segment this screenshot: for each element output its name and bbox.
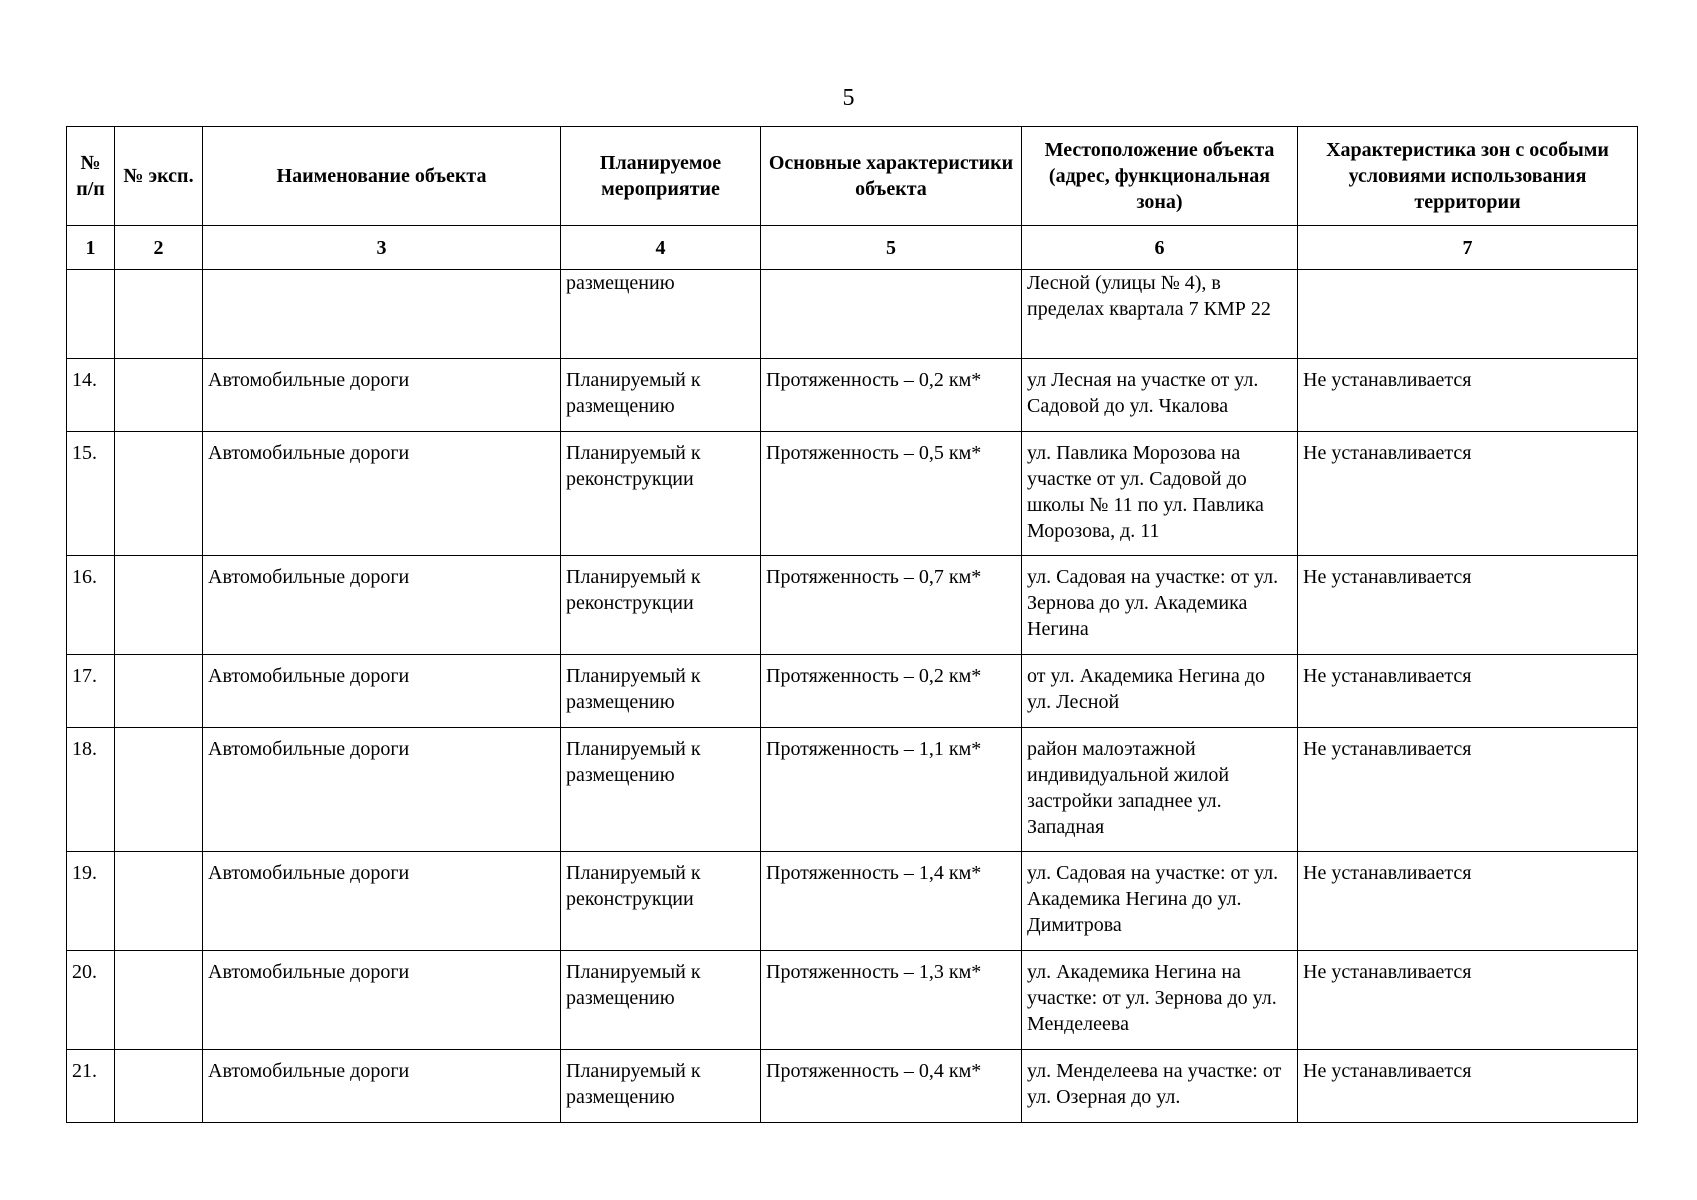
table-cell: ул. Садовая на участке: от ул. Зернова до ул. Академика Негина [1022,556,1298,655]
table-cell: 18. [67,728,115,852]
table-cell: Автомобильные дороги [203,728,561,852]
table-cell: Протяженность – 1,3 км* [761,951,1022,1050]
header-cell: № эксп. [115,127,203,226]
table-cell [115,951,203,1050]
table-cell: 20. [67,951,115,1050]
table-cell [115,359,203,432]
table-cell: Планируемый к реконструкции [561,432,761,556]
table-cell: 21. [67,1050,115,1123]
column-number-cell: 2 [115,226,203,270]
table-cell [115,270,203,359]
table-cell: Автомобильные дороги [203,951,561,1050]
column-number-cell: 5 [761,226,1022,270]
table-cell: Протяженность – 1,4 км* [761,852,1022,951]
table-row [67,359,1638,432]
table-row [67,852,1638,951]
header-cell: Основные характеристики объекта [761,127,1022,226]
table-cell: Планируемый к размещению [561,1050,761,1123]
table-cell: Планируемый к размещению [561,655,761,728]
table-cell: Планируемый к размещению [561,728,761,852]
table-cell: Протяженность – 0,2 км* [761,655,1022,728]
table-cell: Планируемый к реконструкции [561,852,761,951]
table-cell: Автомобильные дороги [203,1050,561,1123]
table-cell [115,852,203,951]
header-row [67,127,1638,226]
table-cell: 15. [67,432,115,556]
header-cell: Характеристика зон с особыми условиями использования территории [1298,127,1638,226]
table-cell: Протяженность – 0,2 км* [761,359,1022,432]
table-cell: Не устанавливается [1298,359,1638,432]
table-cell [115,432,203,556]
table-cell: Не устанавливается [1298,852,1638,951]
table-cell: Лесной (улицы № 4), в пределах квартала 7 КМР 22 [1022,270,1298,359]
table-cell: Не устанавливается [1298,432,1638,556]
table-cell: Автомобильные дороги [203,655,561,728]
table-cell: Планируемый к размещению [561,359,761,432]
table-cell [115,1050,203,1123]
table-cell: Планируемый к размещению [561,951,761,1050]
table-cell: ул Лесная на участке от ул. Садовой до ул. Чкалова [1022,359,1298,432]
table-cell [115,556,203,655]
table-cell: 17. [67,655,115,728]
table-cell [1298,270,1638,359]
table-cell: ул. Академика Негина на участке: от ул. Зернова до ул. Менделеева [1022,951,1298,1050]
header-cell: Местоположение объекта (адрес, функциональная зона) [1022,127,1298,226]
table-row [67,556,1638,655]
column-number-cell: 4 [561,226,761,270]
column-number-cell: 7 [1298,226,1638,270]
table-cell: Протяженность – 0,4 км* [761,1050,1022,1123]
table-row [67,1050,1638,1123]
table-cell: район малоэтажной индивидуальной жилой застройки западнее ул. Западная [1022,728,1298,852]
column-number-cell: 6 [1022,226,1298,270]
table-cell: Планируемый к реконструкции [561,556,761,655]
table-cell: 19. [67,852,115,951]
objects-table [66,126,1638,1123]
table-cell: Не устанавливается [1298,556,1638,655]
header-cell: № п/п [67,127,115,226]
table-cell [761,270,1022,359]
table-cell: 16. [67,556,115,655]
table-cell: Не устанавливается [1298,655,1638,728]
table-cell [115,728,203,852]
page-number: 5 [842,85,855,111]
table-cell: Автомобильные дороги [203,852,561,951]
table-cell: Не устанавливается [1298,951,1638,1050]
table-cell: ул. Менделеева на участке: от ул. Озерная до ул. [1022,1050,1298,1123]
column-number-cell: 3 [203,226,561,270]
table-row [67,951,1638,1050]
table-cell: Протяженность – 0,5 км* [761,432,1022,556]
header-cell: Наименование объекта [203,127,561,226]
table-row [67,728,1638,852]
table-cell: Протяженность – 1,1 км* [761,728,1022,852]
table-cell: Протяженность – 0,7 км* [761,556,1022,655]
table-cell [115,655,203,728]
table-row [67,655,1638,728]
table-cell: Не устанавливается [1298,728,1638,852]
column-number-cell: 1 [67,226,115,270]
table-row [67,270,1638,359]
table-cell: Не устанавливается [1298,1050,1638,1123]
table-cell: Автомобильные дороги [203,432,561,556]
table-cell [67,270,115,359]
table-cell: ул. Павлика Морозова на участке от ул. Садовой до школы № 11 по ул. Павлика Морозова, д. 11 [1022,432,1298,556]
table-cell: Автомобильные дороги [203,556,561,655]
table-cell: от ул. Академика Негина до ул. Лесной [1022,655,1298,728]
table-cell [203,270,561,359]
column-number-row [67,226,1638,270]
table-cell: размещению [561,270,761,359]
table-cell: 14. [67,359,115,432]
table-cell: Автомобильные дороги [203,359,561,432]
header-cell: Планируемое мероприятие [561,127,761,226]
table-cell: ул. Садовая на участке: от ул. Академика Негина до ул. Димитрова [1022,852,1298,951]
table-row [67,432,1638,556]
